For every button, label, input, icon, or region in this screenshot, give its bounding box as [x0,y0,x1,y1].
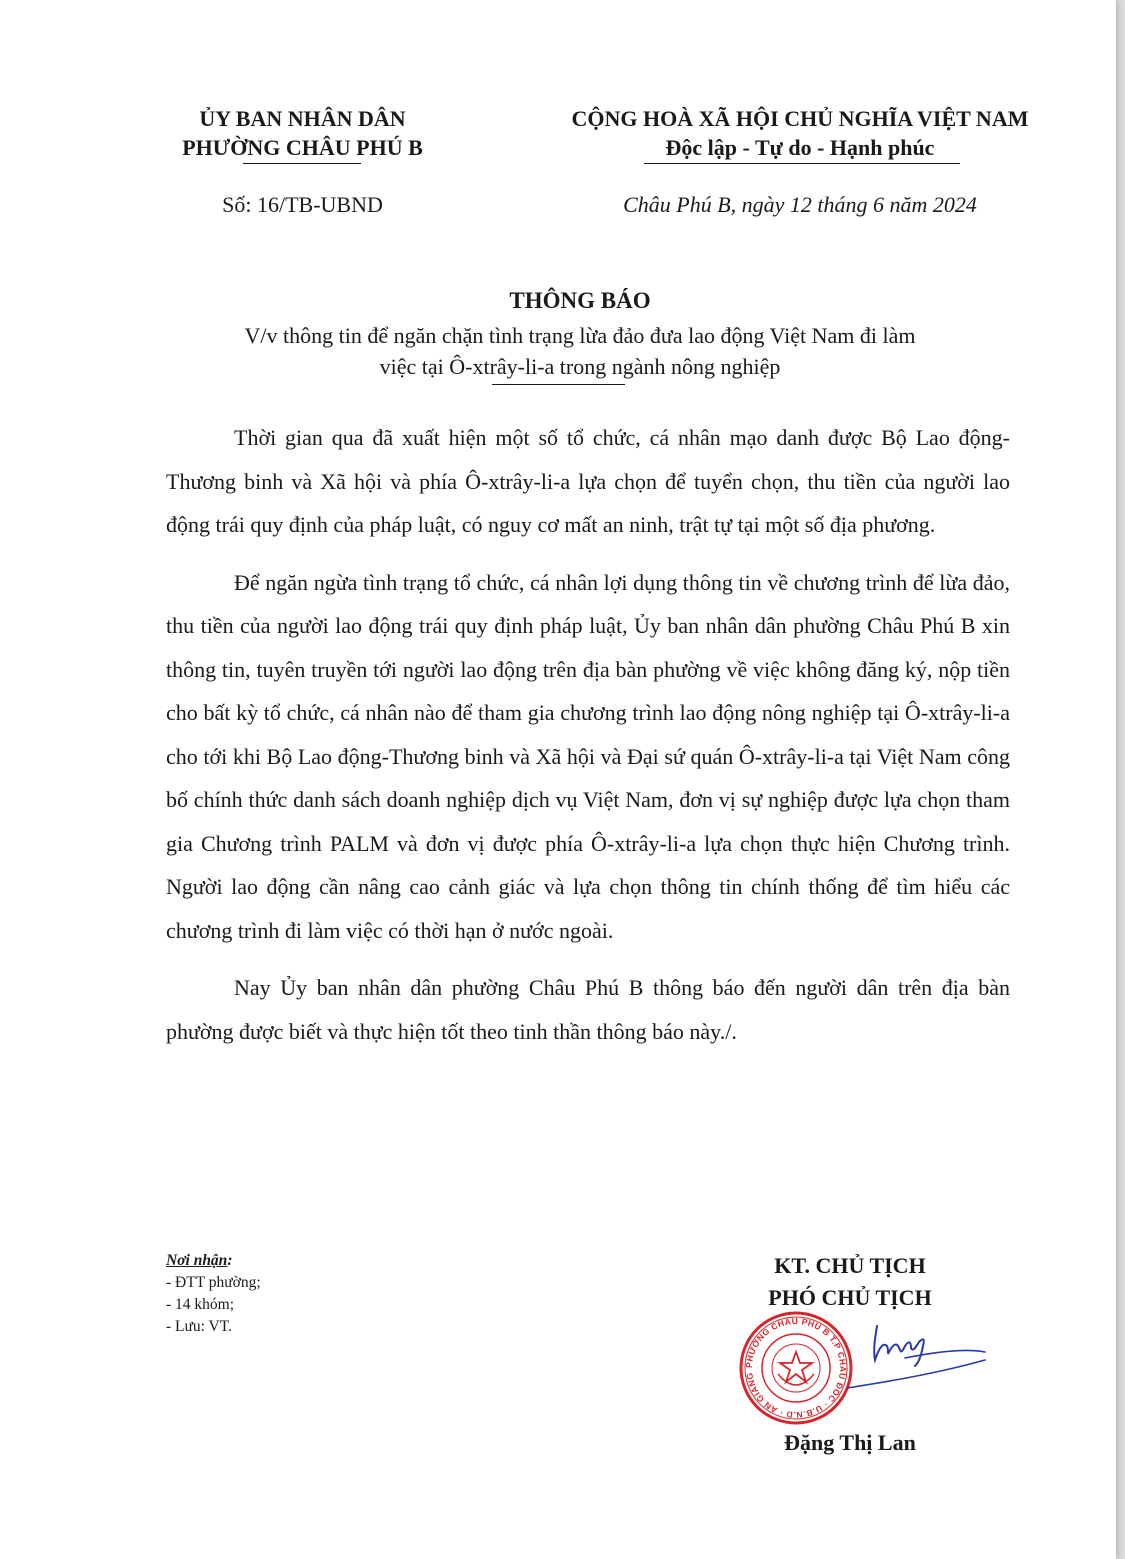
org-line-1: ỦY BAN NHÂN DÂN [199,106,406,131]
document-date: Châu Phú B, ngày 12 tháng 6 năm 2024 [623,192,977,217]
signer-title-line-1: KT. CHỦ TỊCH [774,1253,926,1278]
signer-name: Đặng Thị Lan [784,1430,916,1455]
document-number: Số: 16/TB-UBND [222,192,383,217]
motto-underline [644,163,960,164]
signer-title [700,1250,1000,1314]
seal-text: PHƯỜNG CHÂU PHÚ B T.P CHÂU ĐỐC · U.B.N.D · AN GIANG [743,1315,849,1421]
body-paragraph-1: Thời gian qua đã xuất hiện một số tổ chức, cá nhân mạo danh được Bộ Lao động-Thương binh và Xã hội và phía Ô-xtrây-li-a lựa chọn để tuyển chọn, thu tiền của người lao động trái quy định của pháp luật, có nguy cơ mất an ninh, trật tự tại một số địa phương. [166,425,1010,537]
body-paragraph-2: Để ngăn ngừa tình trạng tổ chức, cá nhân lợi dụng thông tin về chương trình để lừa đảo, thu tiền của người lao động trái quy định pháp luật, Ủy ban nhân dân phường Châu Phú B xin thông tin, tuyên truyền tới người lao động trên địa bàn phường về việc không đăng ký, nộp tiền cho bất kỳ tổ chức, cá nhân nào để tham gia chương trình lao động nông nghiệp tại Ô-xtrây-li-a cho tới khi Bộ Lao động-Thương binh và Xã hội và Đại sứ quán Ô-xtrây-li-a tại Việt Nam công bố chính thức danh sách doanh nghiệp dịch vụ Việt Nam, đơn vị sự nghiệp được lựa chọn tham gia Chương trình PALM và đơn vị được phía Ô-xtrây-li-a lựa chọn thực hiện Chương trình. Người lao động cần nâng cao cảnh giác và lựa chọn thông tin chính thống để tìm hiểu các chương trình đi làm việc có thời hạn ở nước ngoài. [166,569,1010,943]
official-seal-icon [738,1310,854,1426]
country-name: CỘNG HOÀ XÃ HỘI CHỦ NGHĨA VIỆT NAM [571,106,1029,131]
subject-line-1: V/v thông tin để ngăn chặn tình trạng lừa đảo đưa lao động Việt Nam đi làm [244,323,916,348]
national-header [530,104,1070,162]
national-motto: Độc lập - Tự do - Hạnh phúc [665,135,935,160]
recipients-label: Nơi nhận: [166,1252,233,1269]
body-paragraph-3: Nay Ủy ban nhân dân phường Châu Phú B thông báo đến người dân trên địa bàn phường được biết và thực hiện tốt theo tinh thần thông báo này./. [166,975,1010,1044]
recipient-item: - ĐTT phường; [166,1274,261,1291]
document-subject [180,320,980,382]
signer-title-line-2: PHÓ CHỦ TỊCH [768,1285,932,1310]
subject-line-2: việc tại Ô-xtrây-li-a trong ngành nông nghiệp [379,354,781,379]
recipient-item: - Lưu: VT. [166,1318,232,1335]
document-body [166,416,1010,1067]
document-title: THÔNG BÁO [509,288,651,313]
handwritten-signature-icon [845,1318,995,1398]
recipient-item: - 14 khóm; [166,1296,235,1313]
org-line-2: PHƯỜNG CHÂU PHÚ B [182,135,423,160]
issuing-organization [150,104,455,162]
org-underline [243,163,361,164]
subject-underline [492,384,625,385]
recipients-block [166,1250,486,1338]
